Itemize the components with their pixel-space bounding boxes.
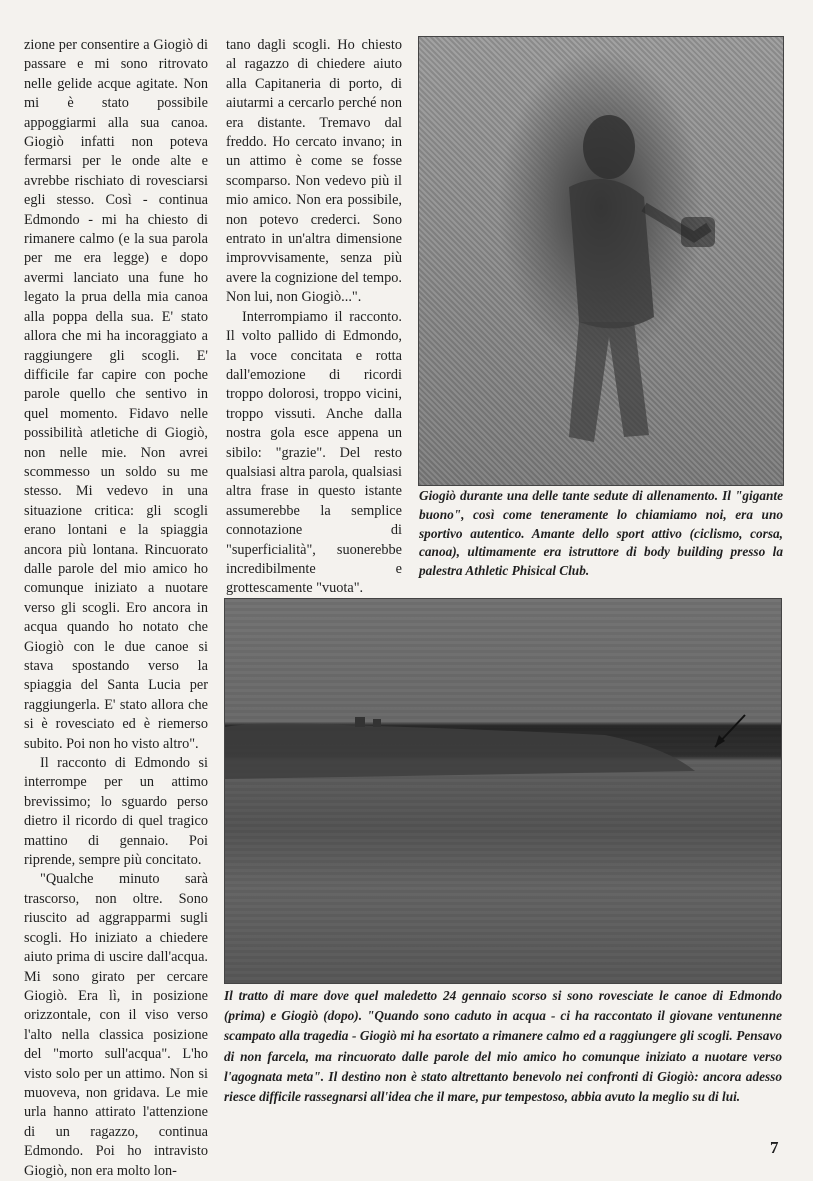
sea-landscape <box>225 599 781 983</box>
athlete-training-photo <box>418 36 784 486</box>
paragraph: tano dagli scogli. Ho chiesto al ragazzo di chiedere aiuto alla Capitaneria di porto, di aiutarmi a cercarlo perché non era distante. Tremavo dal freddo. Ho cercato invano; in un attimo è come se fosse scomparso. Non vedevo più il mio amico. Non era possibile, non potevo crederci. Sono entrato in un'altra dimensione improvvisamente, senza più avere la cognizione del tempo. Non lui, non Giogiò...". <box>226 37 402 306</box>
athlete-silhouette <box>419 37 783 485</box>
photo-caption: Il tratto di mare dove quel maledetto 24 gennaio scorso si sono rovesciate le canoe di Edmondo (prima) e Giogiò (dopo). "Quando sono caduto in acqua - ci ha raccontato il giovane ventunenne scampato alla tragedia - Giogiò mi ha esortato a rimanere calmo ed a raggiungere gli scogli. Pensavo di non farcela, ma rincuorato dalle parole del mio amico ho comunque iniziato a nuotare verso l'agognata meta". Il destino non è stato altrettanto benevolo nei confronti di Giogiò: ancora adesso riesce difficile rassegnarsi all'idea che il mare, pur tempestoso, abbia avuto la meglio su di lui. <box>224 988 782 1105</box>
sea-rocks-photo <box>224 598 782 984</box>
photo-caption: Giogiò durante una delle tante sedute di allenamento. Il "gigante buono", così come teneramente lo chiamiamo noi, era uno sportivo autentico. Amante dello sport attivo (ciclismo, corsa, canoa), ultimamente era istruttore di body building presso la palestra Athletic Phisical Club. <box>419 488 783 579</box>
article-column-left <box>24 36 208 1181</box>
paragraph: Il racconto di Edmondo si interrompe per un attimo brevissimo; lo sguardo perso dietro il ricordo di quel tragico mattino di gennaio. Poi riprende, sempre più concitato. <box>24 755 208 869</box>
paragraph: zione per consentire a Giogiò di passare e mi sono ritrovato nelle gelide acque agitate. Non mi è stato possibile appoggiarmi alla sua canoa. Giogiò infatti non poteva fermarsi per le onde alte e avrebbe rischiato di rovesciarsi egli stesso. Così - continua Edmondo - mi ha chiesto di rimanere calmo (e la sua parola per me era legge) e dopo avermi lanciato una fune ho legato la prua della mia canoa alla poppa della sua. E' stato allora che mi ha incoraggiato a raggiungere gli scogli. E' difficile far capire con poche parole quello che sentivo in quel momento. Fidavo nelle possibilità atletiche di Giogiò, non nelle mie. Non avrei scommesso un soldo su me stesso. Mi vedevo in una situazione critica: gli scogli erano lontani e la spiaggia ancora più lontana. Rincuorato dalle parole del mio amico ho comunque iniziato a nuotare verso gli scogli. Ero ancora in acqua quando ho notato che Giogiò con le due canoe si stava spostando verso la spiaggia del Santa Lucia per raggiungerla. E' stato allora che si è rovesciato ed è riemerso subito. Poi non ho visto altro". <box>24 37 208 752</box>
page-number: 7 <box>770 1138 779 1157</box>
paragraph: Interrompiamo il racconto. Il volto pallido di Edmondo, la voce concitata e rotta dall'emozione di ricordi troppo dolorosi, troppo vicini, troppo vissuti. Anche dalla nostra gola esce appena un sibilo: "grazie". Del resto qualsiasi altra parola, qualsiasi altra frase in questo istante assumerebbe la semplice connotazione di "superficialità", suonerebbe incredibilmente e grottescamente "vuota". <box>226 308 402 597</box>
paragraph: "Qualche minuto sarà trascorso, non oltre. Sono riuscito ad aggrapparmi sugli scogli. Ho iniziato a chiedere aiuto prima di uscire dall'acqua. Mi sono girato per cercare Giogiò. Era lì, in posizione orizzontale, con il viso verso l'alto nella classica posizione del "morto sull'acqua". L'ho visto solo per un attimo. Non si muoveva, non gridava. Le mie urla hanno attirato l'attenzione di un ragazzo, continua Edmondo. Poi ho intravisto Giogiò, non era molto lon- <box>24 871 208 1179</box>
article-column-middle <box>226 36 402 599</box>
